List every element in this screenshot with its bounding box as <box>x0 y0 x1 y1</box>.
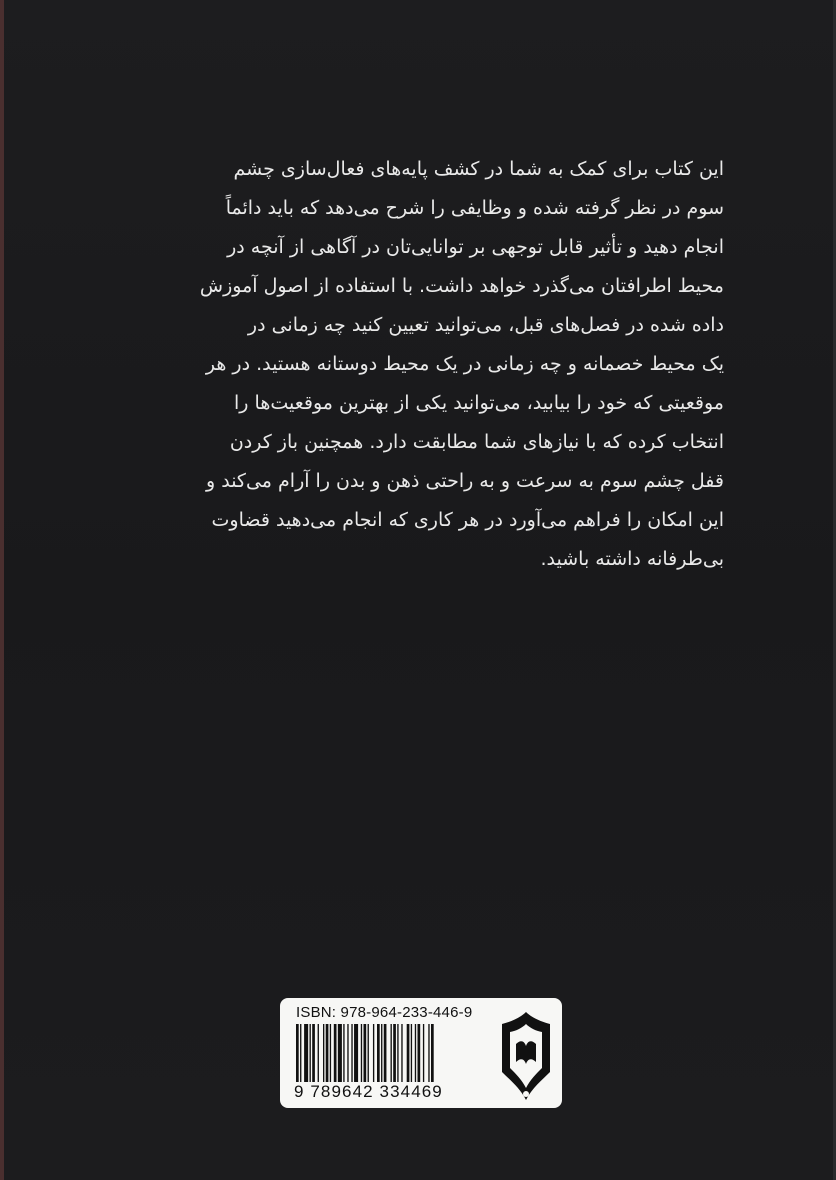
blurb-line: محیط اطرافتان می‌گذرد خواهد داشت. با استفاده از اصول آموزش <box>199 275 724 297</box>
blurb-line: داده شده در فصل‌های قبل، می‌توانید تعیین کنید چه زمانی در <box>247 314 724 336</box>
blurb-line: این کتاب برای کمک به شما در کشف پایه‌های فعال‌سازی چشم <box>233 158 724 180</box>
barcode-icon <box>294 1024 494 1082</box>
publisher-logo-icon <box>498 1010 554 1102</box>
blurb-line: انجام دهید و تأثیر قابل توجهی بر توانایی‌تان در آگاهی از آنچه در <box>227 236 724 258</box>
blurb-line: بی‌طرفانه داشته باشید. <box>540 548 724 570</box>
spine-edge <box>0 0 4 1180</box>
blurb-line: یک محیط خصمانه و چه زمانی در یک محیط دوستانه هستید. در هر <box>205 353 724 375</box>
blurb-line: سوم در نظر گرفته شده و وظایفی را شرح می‌دهد که باید دائماً <box>225 197 724 219</box>
blurb-line: این امکان را فراهم می‌آورد در هر کاری که انجام می‌دهید قضاوت <box>211 509 724 531</box>
isbn-number: ISBN: 978-964-233-446-9 <box>296 1004 473 1021</box>
blurb-line: قفل چشم سوم به سرعت و به راحتی ذهن و بدن را آرام می‌کند و <box>206 470 724 492</box>
blurb-line: موقعیتی که خود را بیابید، می‌توانید یکی از بهترین موقعیت‌ها را <box>234 392 724 414</box>
barcode-digits: 9 789642 334469 <box>294 1082 443 1101</box>
blurb-line: انتخاب کرده که با نیازهای شما مطابقت دارد. همچنین باز کردن <box>229 431 724 453</box>
blurb-text <box>106 150 724 579</box>
